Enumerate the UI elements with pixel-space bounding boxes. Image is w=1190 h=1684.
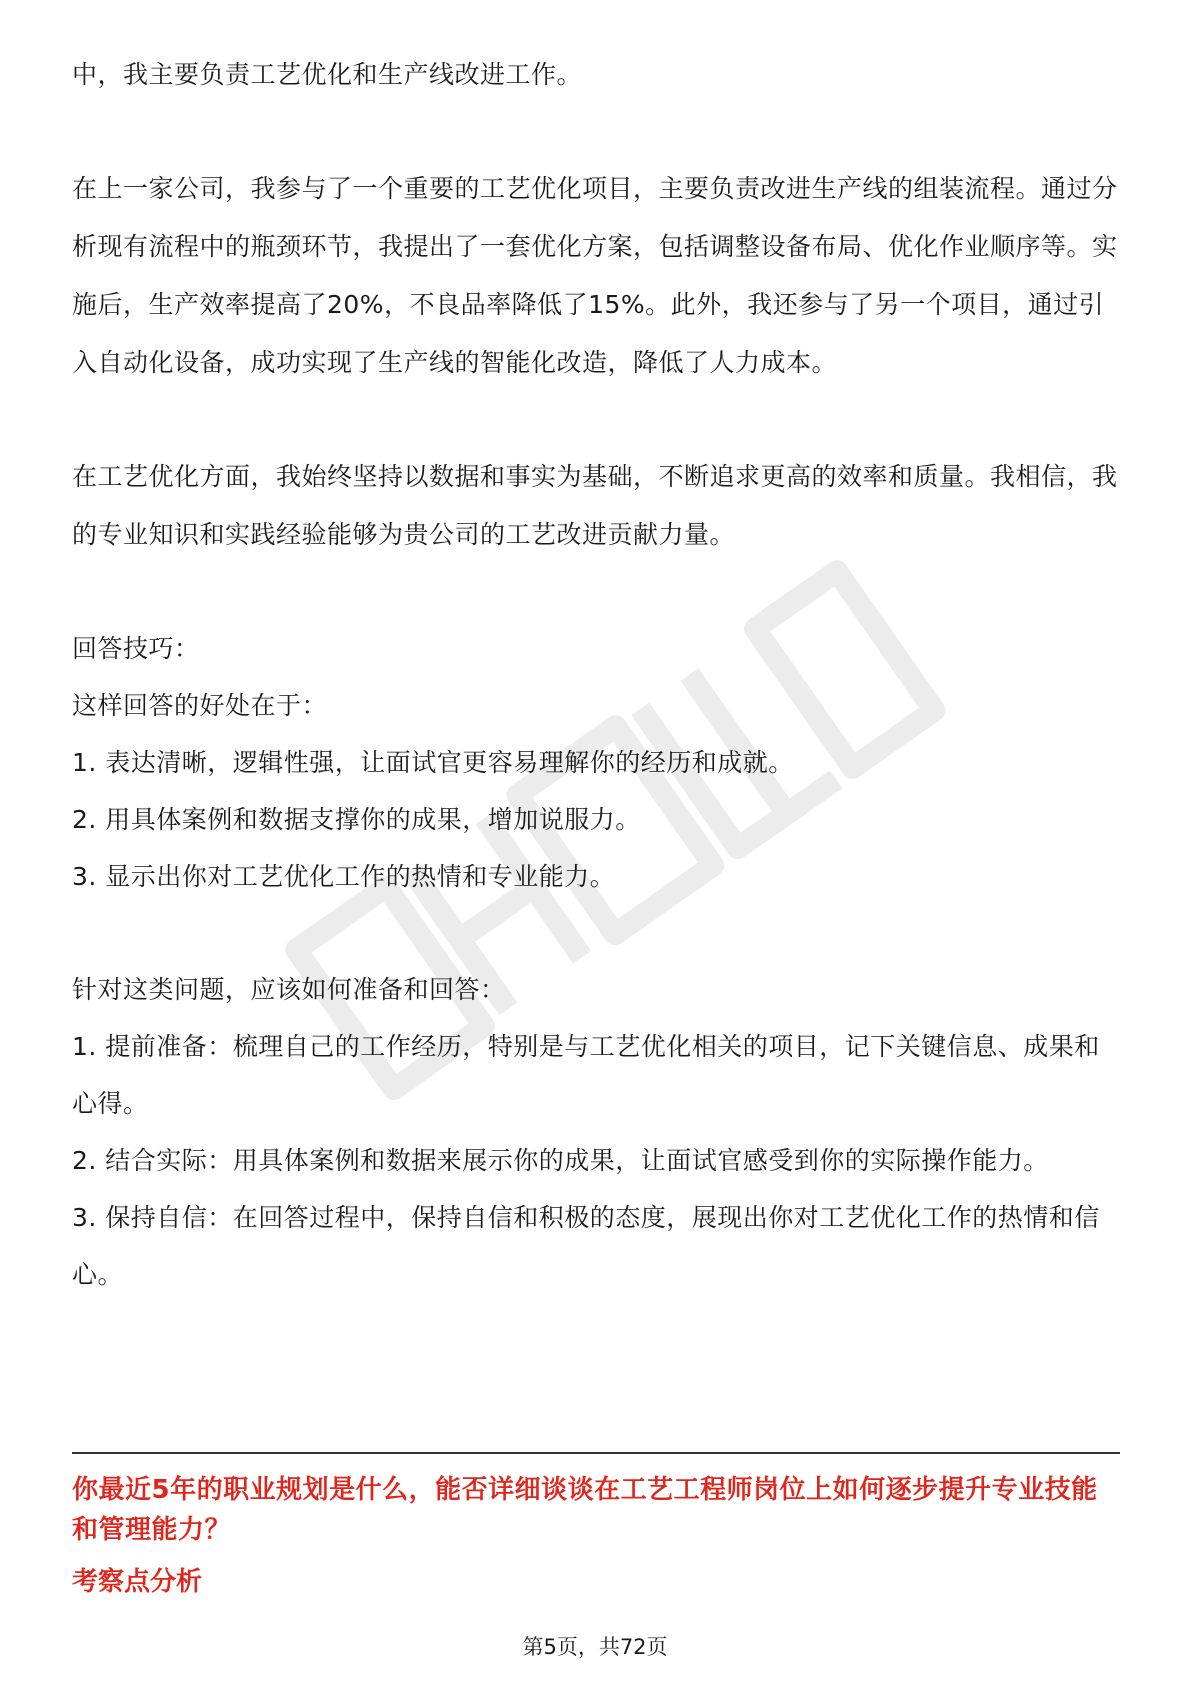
- list-item: 1. 表达清晰，逻辑性强，让面试官更容易理解你的经历和成就。: [72, 748, 794, 777]
- main-content: [72, 46, 1120, 1303]
- analysis-subheading: 考察点分析: [72, 1567, 203, 1597]
- body-paragraph: 在工艺优化方面，我始终坚持以数据和事实为基础，不断追求更高的效率和质量。我相信，我的专业知识和实践经验能够为贵公司的工艺改进贡献力量。: [72, 462, 1118, 549]
- section-divider: [72, 1452, 1120, 1454]
- body-paragraph: 中，我主要负责工艺优化和生产线改进工作。: [72, 60, 583, 89]
- next-question-title: 你最近5年的职业规划是什么，能否详细谈谈在工艺工程师岗位上如何逐步提升专业技能和管理能力？: [72, 1475, 1098, 1545]
- list-item: 1. 提前准备：梳理自己的工作经历，特别是与工艺优化相关的项目，记下关键信息、成果和心得。: [72, 1032, 1100, 1118]
- tips-intro: 这样回答的好处在于：: [72, 691, 328, 720]
- page-number: 第5页，共72页: [522, 1635, 668, 1659]
- body-paragraph: 在上一家公司，我参与了一个重要的工艺优化项目，主要负责改进生产线的组装流程。通过分析现有流程中的瓶颈环节，我提出了一套优化方案，包括调整设备布局、优化作业顺序等。实施后，生产效率提高了20%，不良品率降低了15%。此外，我还参与了另一个项目，通过引入自动化设备，成功实现了生产线的智能化改造，降低了人力成本。: [72, 174, 1118, 377]
- list-item: 2. 用具体案例和数据支撑你的成果，增加说服力。: [72, 805, 641, 834]
- list-item: 3. 保持自信：在回答过程中，保持自信和积极的态度，展现出你对工艺优化工作的热情和信心。: [72, 1203, 1100, 1289]
- tips-heading: 回答技巧：: [72, 634, 200, 663]
- list-item: 2. 结合实际：用具体案例和数据来展示你的成果，让面试官感受到你的实际操作能力。: [72, 1146, 1049, 1175]
- prep-heading: 针对这类问题，应该如何准备和回答：: [72, 975, 506, 1004]
- list-item: 3. 显示出你对工艺优化工作的热情和专业能力。: [72, 862, 616, 891]
